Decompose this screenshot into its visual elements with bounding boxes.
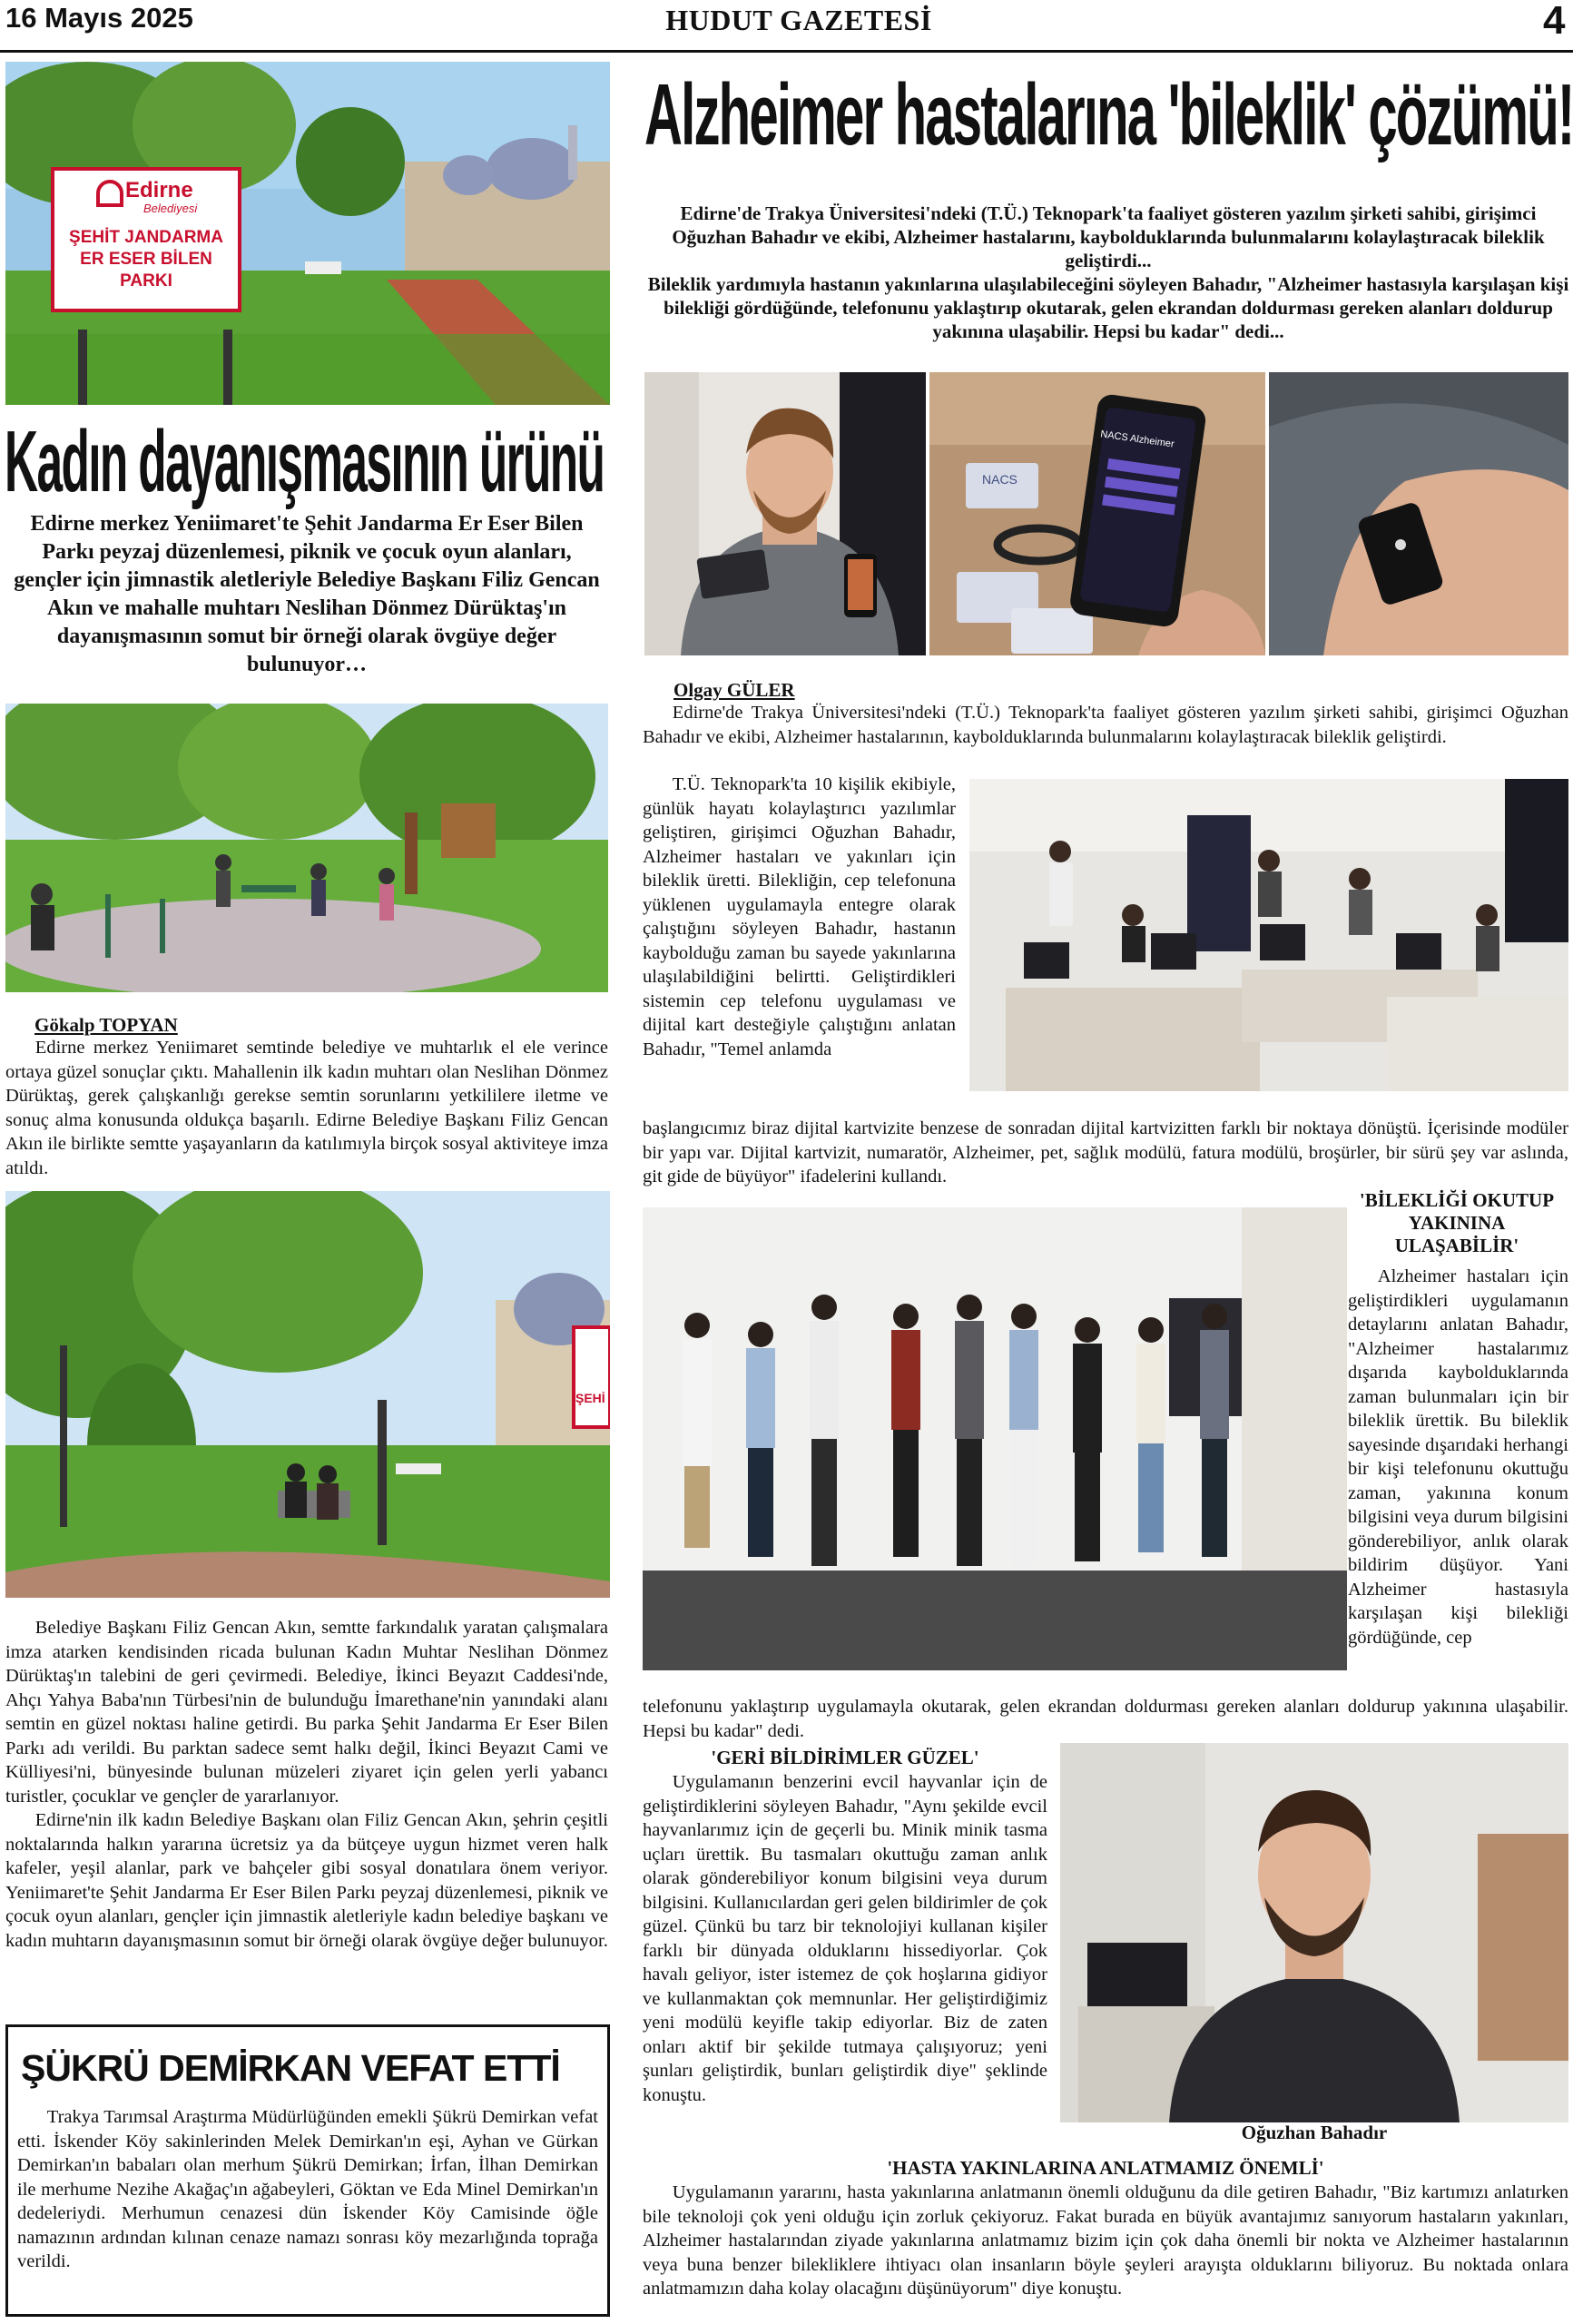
header-rule [0,50,1573,53]
alzheimer-lead-2: Bileklik yardımıyla hastanın yakınlarına ulaşılabileceğini söyleyen Bahadır, "Alzheimer hastasıyla karşılaşan kişi bilekliği gördüğünde, telefonunu yaklaştırıp okutarak, gelen ekrandan doldurması gereken alanları doldurup yakınına ulaşabilir. Hepsi bu kadar" dedi... [647,273,1569,342]
phone-app-photo [929,372,1265,655]
bahadir-card-photo [644,372,926,655]
sign-text: ŞEHİT JANDARMA ER ESER BİLEN PARKI [69,228,223,290]
alz-p4: Uygulamanın benzerini evcil hayvanlar için de geliştirdiklerini söyleyen Bahadır, "Aynı şekilde evcil hayvanlarımız için de geçerli bu. Minik minik tasma uçları ürettik. Bu tasmaları okuttuğu zaman anlık olarak gönderebiliyor konum bilgisini veya durum bilgisini. Kullanıcılardan geri gelen bildirimler de çok güzel. Çünkü bu tarz bir teknolojiyi kullanan kişiler farklı bir dünyada olduklarını hissediyorlar. Çok havalı geliyor, ister istemez de çok hoşlarına gidiyor ve kullanmaktan çok memnunlar. Her geliştirdiğimiz yeni modülü keyifle takip ediyorlar. Biz de zaten onları aktif bir şekilde tutmaya çalışıyoruz; yeni şunları geliştirdik, bunları geliştirdik diye" şeklinde konuştu. [643,1772,1047,2105]
kadin-headline: Kadın dayanışmasının ürünü [5,413,605,510]
kadin-lead: Edirne merkez Yeniimaret'te Şehit Jandarma Er Eser Bilen Parkı peyzaj düzenlemesi, piknik ve çocuk oyun alanları, gençler için jimnastik aletleriyle Belediye Başkanı Filiz Gencan Akın ve mahalle muhtarı Neslihan Dönmez Dürüktaş'ın dayanışmasının somut bir örneği olarak övgüye değer bulunuyor… [14,512,600,676]
alzheimer-paragraph-1 [643,701,1568,749]
kadin-p3: Edirne'nin ilk kadın Belediye Başkanı olan Filiz Gencan Akın, şehrin çeşitli noktalarında halkın yararına ücretsiz ya da bütçeye uygun hizmet veren halk kafeler, yeşil alanlar, park ve bahçeler gibi sosyal donatılara önem veriyor. Yeniimaret'te Şehit Jandarma Er Eser Bilen Parkı peyzaj düzenlemesi, piknik ve çocuk oyun alanları, gençler için jimnastik aletleriyle kadın belediye başkanı ve kadın muhtarın dayanışmasının somut bir örneği olarak övgüye değer bulunuyor. [5,1810,608,1951]
team-group-photo [643,1207,1347,1670]
park-sign-photo [5,62,610,405]
alzheimer-paragraph-5 [643,2181,1568,2301]
kadin-author: Gökalp TOPYAN [34,1014,178,1036]
obituary-text-wrap [17,2105,598,2274]
alz-p5: Uygulamanın yararını, hasta yakınlarına anlatmanın önemli olduğunu da dile getiren Bahadır, "Biz kartımızı anlatırken bile teknoloji çok yeni olduğu için zorluk çekiyoruz. Fakat burada en büyük avantajımız sanıyorum hastaların yakınları, Alzheimer hastalarından ziyade yakınlarına anlatmamız bizim için çok daha önemli bir nokta ve Alzheimer hastalarının veya buna benzer bilekliklere ihtiyacı olan insanların böyle şeyleri arayışta olduklarını biliyoruz. Bu noktada onlara anlatmamızın daha kolay olacağını düşünüyorum" diye konuştu. [643,2182,1568,2299]
kadin-paragraph-2 [5,1616,608,1953]
park-picnic-photo [5,1191,610,1598]
park-sign-board [51,167,241,312]
kadin-p2: Belediye Başkanı Filiz Gencan Akın, semtte farkındalık yaratan çalışmalara imza atarken kendisinden ricada bulunan Kadın Muhtar Neslihan Dönmez Dürüktaş'ın talebini de geri çevirmedi. Belediye, İkinci Beyazıt Caddesi'nde, Ahçı Yahya Baba'nın Türbesi'nin de bulunduğu İmarethane'nin yanındaki alanı semtin en güzel noktası haline getirdi. Bu parka Şehit Jandarma Er Eser Bilen Parkı adı verildi. Bu parktan sadece semt halkı değil, İkinci Beyazıt Cami ve Külliyesi'ni, bünyesinde bulunan müzeleri ziyaret için gelen yerli yabancı turistler, çocuklar ve gençler de yararlanıyor. [5,1618,608,1807]
portrait-caption: Oğuzhan Bahadır [1241,2122,1388,2143]
team-office-photo [969,779,1568,1091]
alzheimer-paragraph-3a [1348,1265,1568,1649]
issue-date: 16 Mayıs 2025 [5,2,193,34]
kadin-p1: Edirne merkez Yeniimaret semtinde belediye ve muhtarlık el ele verince ortaya güzel sonuçlar çıktı. Mahallenin ilk kadın muhtarı olan Neslihan Dönmez Dürüktaş, gerek çalışkanlığı gerekse semtin sorunlarını yetkililere iletme ve sonuç alma konusunda oldukça başarılı. Edirne Belediye Başkanı Filiz Gencan Akın ile birlikte semtte yaşayanların da katılımıyla birçok sosyal aktiviteye imza atıldı. [5,1038,608,1178]
alzheimer-paragraph-2b [643,1117,1568,1189]
alzheimer-subhead-2: 'GERİ BİLDİRİMLER GÜZEL' [711,1747,979,1768]
alz-p3b: telefonunu yaklaştırıp uygulamayla okutarak, gelen ekrandan doldurması gereken alanları doldurup yakınına ulaşabilir. Hepsi bu kadar" dedi. [643,1697,1568,1741]
alzheimer-author: Olgay GÜLER [673,679,795,701]
page-number: 4 [1543,0,1566,43]
alzheimer-subhead-3: 'HASTA YAKINLARINA ANLATMAMIZ ÖNEMLİ' [887,2157,1324,2179]
obituary-text: Trakya Tarımsal Araştırma Müdürlüğünden emekli Şükrü Demirkan vefat etti. İskender Köy sakinlerinden Melek Demirkan'ın eşi, Ayhan ve Gürkan Demirkan'ın babaları olan merhum Şükrü Demirkan; İrfan, İlhan Demirkan ile merhume Nezihe Akağaç'ın ağabeyleri, Göktan ve Eda Minel Demirkan'ın dedeleriydi. Merhumun cenazesi dün İskender Köy Camisinde öğle namazının ardından kılınan cenaze namazı sonrası köy mezarlığında toprağa verildi. [17,2107,598,2271]
sign-fragment: ŞEHİ [575,1391,605,1405]
obituary-box [5,2024,610,2317]
wristband-photo [1269,372,1568,655]
alzheimer-paragraph-4 [643,1770,1047,2107]
kadin-paragraph-1 [5,1036,608,1180]
alzheimer-subhead-1: 'BİLEKLİĞİ OKUTUP YAKININA ULAŞABİLİR' [1359,1189,1555,1256]
alzheimer-paragraph-2a [643,773,956,1061]
alzheimer-lead: Edirne'de Trakya Üniversitesi'ndeki (T.Ü.) Teknopark'ta faaliyet gösteren yazılım şirketi sahibi, girişimci Oğuzhan Bahadır ve ekibi, Alzheimer hastalarını, kaybolduklarında bulunmalarını kolaylaştıracak bileklik geliştirdi... [672,202,1545,271]
park-playground-photo [5,704,608,992]
alzheimer-headline: Alzheimer hastalarına 'bileklik' çözümü! [644,66,1573,163]
edirne-logo-icon [96,180,123,207]
newspaper-name: HUDUT GAZETESİ [665,4,932,36]
alz-p2a: T.Ü. Teknopark'ta 10 kişilik ekibiyle, günlük hayatı kolaylaştırıcı yazılımlar geliştiren, girişimci Oğuzhan Bahadır, Alzheimer hastaları ve yakınları için bileklik üretti. Bilekliğin, cep telefonuna yüklenen uygulamayla entegre olarak çalıştığını söyleyen Bahadır, hastanın kaybolduğu zaman bu sayede yakınlarına ulaşılabildiğini belirtti. Geliştirdikleri sistemin cep telefonu uygulaması ve dijital kart desteğiyle çalıştığını anlatan Bahadır, "Temel anlamda [643,774,956,1059]
obituary-title: ŞÜKRÜ DEMİRKAN VEFAT ETTİ [21,2047,560,2089]
alz-p3a: Alzheimer hastaları için geliştirdikleri uygulamanın detaylarını anlatan Bahadır, "Alzheimer hastalarımız dışarıda kaybolduklarında zaman bulunmaları için bir bileklik ürettik. Bu bileklik sayesinde dışarıdaki herhangi bir kişi telefonunu okuttuğu zaman, yakınına konum bilgisini veya durum bilgisini gönderebiliyor, anlık olarak bildirim düşüyor. Yani Alzheimer hastasıyla karşılaşan kişi bilekliği gördüğünde, cep [1348,1266,1568,1648]
sign-brand-sub: Belediyesi [143,202,198,215]
app-title: NACS Alzheimer [1099,428,1175,450]
sign-brand: Edirne [125,178,193,202]
nacs-card-label: NACS [982,472,1018,487]
bahadir-portrait-photo [1060,1743,1568,2122]
alz-p1: Edirne'de Trakya Üniversitesi'ndeki (T.Ü.) Teknopark'ta faaliyet gösteren yazılım şirketi sahibi, girişimci Oğuzhan Bahadır ve ekibi, Alzheimer hastalarının, kaybolduklarında bulunmalarını kolaylaştıracak bileklik geliştirdi. [643,703,1568,747]
alz-p2b: başlangıcımız biraz dijital kartvizite benzese de sonradan dijital kartvizitten farklı bir noktaya dönüştü. İçerisinde modüler bir yapı var. Dijital kartvizit, numaratör, Alzheimer, pet, sağlık modülü, fatura modülü, broşürler, bir sürü şey var aslında, git gide de büyüyor" ifadelerini kullandı. [643,1118,1568,1187]
alzheimer-paragraph-3b [643,1695,1568,1743]
